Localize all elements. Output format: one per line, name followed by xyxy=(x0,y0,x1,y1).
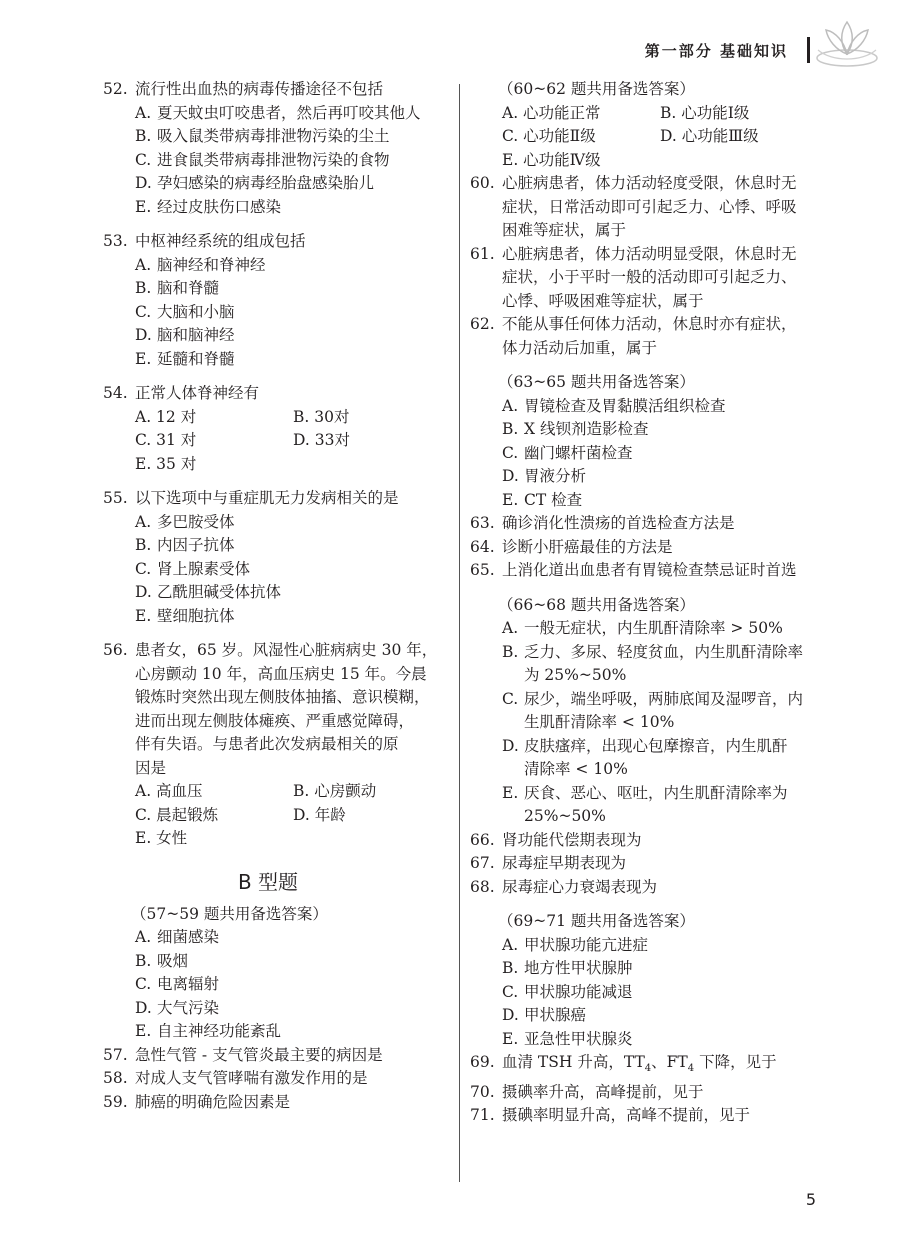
question-55 xyxy=(103,487,453,628)
question-64: 64. 诊断小肝癌最佳的方法是 xyxy=(470,537,673,556)
question-66: 66. 肾功能代偿期表现为 xyxy=(470,830,642,849)
option: C. 晨起锻炼 xyxy=(135,805,219,824)
question-stem-line: 伴有失语。与患者此次发病最相关的原 xyxy=(135,735,399,753)
option: A. 心功能正常 xyxy=(502,103,601,122)
group-heading: （63~65 题共用备选答案） xyxy=(498,373,695,391)
question-group-57-59 xyxy=(103,903,453,1115)
question-67: 67. 尿毒症早期表现为 xyxy=(470,854,627,872)
option: A. 夏天蚊虫叮咬患者，然后再叮咬其他人 xyxy=(135,103,421,122)
option: A. 多巴胺受体 xyxy=(135,512,235,531)
option: D. 心功能Ⅲ级 xyxy=(660,127,759,145)
left-column xyxy=(103,78,453,1114)
option: E. 35 对 xyxy=(135,454,197,473)
option: D. 脑和脑神经 xyxy=(135,326,235,344)
group-heading: （57~59 题共用备选答案） xyxy=(131,904,328,923)
question-58: 58. 对成人支气管哮喘有激发作用的是 xyxy=(103,1069,368,1087)
option: E. 延髓和脊髓 xyxy=(135,349,235,368)
question-number: 53. xyxy=(103,232,128,250)
option: D. 甲状腺癌 xyxy=(502,1006,587,1024)
option: E. 自主神经功能紊乱 xyxy=(135,1022,282,1040)
question-group-66-68: （66~68 题共用备选答案） A. 一般无症状，内生肌酐清除率 > 50% B. 乏力、多尿、轻度贫血，内生肌酐清除率 为 25%~50% C. 尿少，端坐呼吸，两肺底闻及湿啰音，内 生肌酐清除率 < 10% D. 皮肤瘙痒，出现心包摩擦音，内生肌酐 清除率 < 10% E. 厌食、恶心、呕吐，内生肌酐清除率为 25%~50% 66. 肾功能代偿期表现为 67. 尿毒症早期表现为 68. 尿毒症心力衰竭表现为 xyxy=(470,594,830,900)
option: C. 尿少，端坐呼吸，两肺底闻及湿啰音，内 xyxy=(502,689,804,708)
option: C. 进食鼠类带病毒排泄物污染的食物 xyxy=(135,150,390,169)
option: B. 内因子抗体 xyxy=(135,536,235,554)
question-group-69-71 xyxy=(470,910,830,1128)
question-group-63-65 xyxy=(470,371,830,583)
question-stem-line: 因是 xyxy=(135,758,167,777)
option: A. 脑神经和脊神经 xyxy=(135,255,266,274)
option: B. 心功能Ⅰ级 xyxy=(660,103,750,122)
option: D. 乙酰胆碱受体抗体 xyxy=(135,583,282,601)
question-number: 52. xyxy=(103,80,128,98)
page-header xyxy=(0,0,900,80)
right-column xyxy=(470,78,830,1128)
option: C. 电离辐射 xyxy=(135,975,220,993)
option: B. 30对 xyxy=(293,407,350,426)
option: C. 肾上腺素受体 xyxy=(135,559,251,578)
group-heading: （66~68 题共用备选答案） xyxy=(498,595,695,614)
option: D. 皮肤瘙痒，出现心包摩擦音，内生肌酐 xyxy=(502,736,788,755)
option: D. 年龄 xyxy=(293,805,346,824)
question-stem: 正常人体脊神经有 xyxy=(135,384,260,402)
group-heading: （60~62 题共用备选答案） xyxy=(498,80,695,98)
question-69: 69. 血清 TSH 升高，$TT_4$、$FT_4$ 下降，见于 xyxy=(470,1053,777,1075)
option: A. 高血压 xyxy=(135,782,203,800)
option: E. 女性 xyxy=(135,829,188,847)
option: A. 胃镜检查及胃黏膜活组织检查 xyxy=(502,396,726,415)
option: E. 厌食、恶心、呕吐，内生肌酐清除率为 xyxy=(502,783,788,802)
question-stem: 以下选项中与重症肌无力发病相关的是 xyxy=(135,489,399,507)
lotus-logo-icon xyxy=(812,14,882,70)
question-57: 57. 急性气管 - 支气管炎最主要的病因是 xyxy=(103,1045,383,1064)
question-65: 65. 上消化道出血患者有胃镜检查禁忌证时首选 xyxy=(470,561,797,579)
option: A. 12 对 xyxy=(135,407,197,426)
option: E. 亚急性甲状腺炎 xyxy=(502,1029,633,1048)
column-divider xyxy=(459,84,460,1182)
question-number: 55. xyxy=(103,489,128,507)
question-70: 70. 摄碘率升高，高峰提前，见于 xyxy=(470,1082,704,1101)
option: B. 心房颤动 xyxy=(293,782,377,800)
question-stem: 流行性出血热的病毒传播途径不包括 xyxy=(135,80,384,98)
option: C. 31 对 xyxy=(135,431,197,449)
question-stem-line: 锻炼时突然出现左侧肢体抽搐、意识模糊， xyxy=(135,688,430,706)
option: C. 大脑和小脑 xyxy=(135,302,235,321)
question-60: 60. 心脏病患者，体力活动轻度受限，休息时无 xyxy=(470,174,797,192)
option: D. 孕妇感染的病毒经胎盘感染胎儿 xyxy=(135,174,375,192)
question-stem-line: 进而出现左侧肢体瘫痪、严重感觉障碍， xyxy=(135,711,415,730)
option: C. 心功能Ⅱ级 xyxy=(502,127,596,145)
option: E. 经过皮肤伤口感染 xyxy=(135,197,282,216)
section-title: B 型题 xyxy=(237,869,299,894)
question-group-60-62: （60~62 题共用备选答案） A. 心功能正常 B. 心功能Ⅰ级 C. 心功能Ⅱ级 D. 心功能Ⅲ级 E. 心功能Ⅳ级 60. 心脏病患者，体力活动轻度受限，休息时无 症状，日常活动即可引起乏力、心悸、呼吸 困难等症状，属于 61. 心脏病患者，体力活动明显受限，休息时无 症状，小于平时一般的活动即可引起乏力、 心悸、呼吸困难等症状，属于 62. 不能从事任何体力活动，休息时亦有症状， 体力活动后加重，属于 xyxy=(470,78,830,360)
option: E. 心功能Ⅳ级 xyxy=(502,150,601,169)
question-56 xyxy=(103,639,453,851)
option: A. 一般无症状，内生肌酐清除率 > 50% xyxy=(502,619,783,637)
question-61: 61. 心脏病患者，体力活动明显受限，休息时无 xyxy=(470,244,797,263)
question-stem: 中枢神经系统的组成包括 xyxy=(135,232,306,250)
option: C. 幽门螺杆菌检查 xyxy=(502,443,633,462)
question-62: 62. 不能从事任何体力活动，休息时亦有症状， xyxy=(470,315,797,333)
question-68: 68. 尿毒症心力衰竭表现为 xyxy=(470,877,658,896)
question-71: 71. 摄碘率明显升高，高峰不提前，见于 xyxy=(470,1106,751,1125)
option: A. 甲状腺功能亢进症 xyxy=(502,935,649,954)
option: C. 甲状腺功能减退 xyxy=(502,982,633,1001)
option: B. 吸烟 xyxy=(135,951,189,970)
question-stem-line: 心房颤动 10 年，高血压病史 15 年。今晨 xyxy=(135,664,427,683)
header-title: 第一部分 基础知识 xyxy=(644,42,788,60)
option: E. 壁细胞抗体 xyxy=(135,606,235,625)
option: B. 脑和脊髓 xyxy=(135,279,220,297)
group-heading: （69~71 题共用备选答案） xyxy=(498,912,695,930)
question-number: 54. xyxy=(103,384,128,402)
option: B. X 线钡剂造影检查 xyxy=(502,420,649,438)
page-number: 5 xyxy=(805,1190,816,1209)
option: B. 地方性甲状腺肿 xyxy=(502,959,633,977)
option: E. CT 检查 xyxy=(502,490,583,509)
header-divider xyxy=(807,37,810,63)
question-59: 59. 肺癌的明确危险因素是 xyxy=(103,1092,291,1111)
option: B. 吸入鼠类带病毒排泄物污染的尘土 xyxy=(135,127,390,145)
question-63: 63. 确诊消化性溃疡的首选检查方法是 xyxy=(470,514,735,532)
question-52 xyxy=(103,78,453,219)
question-54 xyxy=(103,382,453,476)
question-53 xyxy=(103,230,453,371)
option: D. 胃液分析 xyxy=(502,467,587,485)
option: A. 细菌感染 xyxy=(135,928,220,946)
question-number: 56. xyxy=(103,641,128,659)
question-stem-line: 患者女，65 岁。风湿性心脏病病史 30 年， xyxy=(135,641,438,659)
option: B. 乏力、多尿、轻度贫血，内生肌酐清除率 xyxy=(502,642,804,661)
option: D. 33对 xyxy=(293,431,350,449)
option: D. 大气污染 xyxy=(135,998,220,1017)
